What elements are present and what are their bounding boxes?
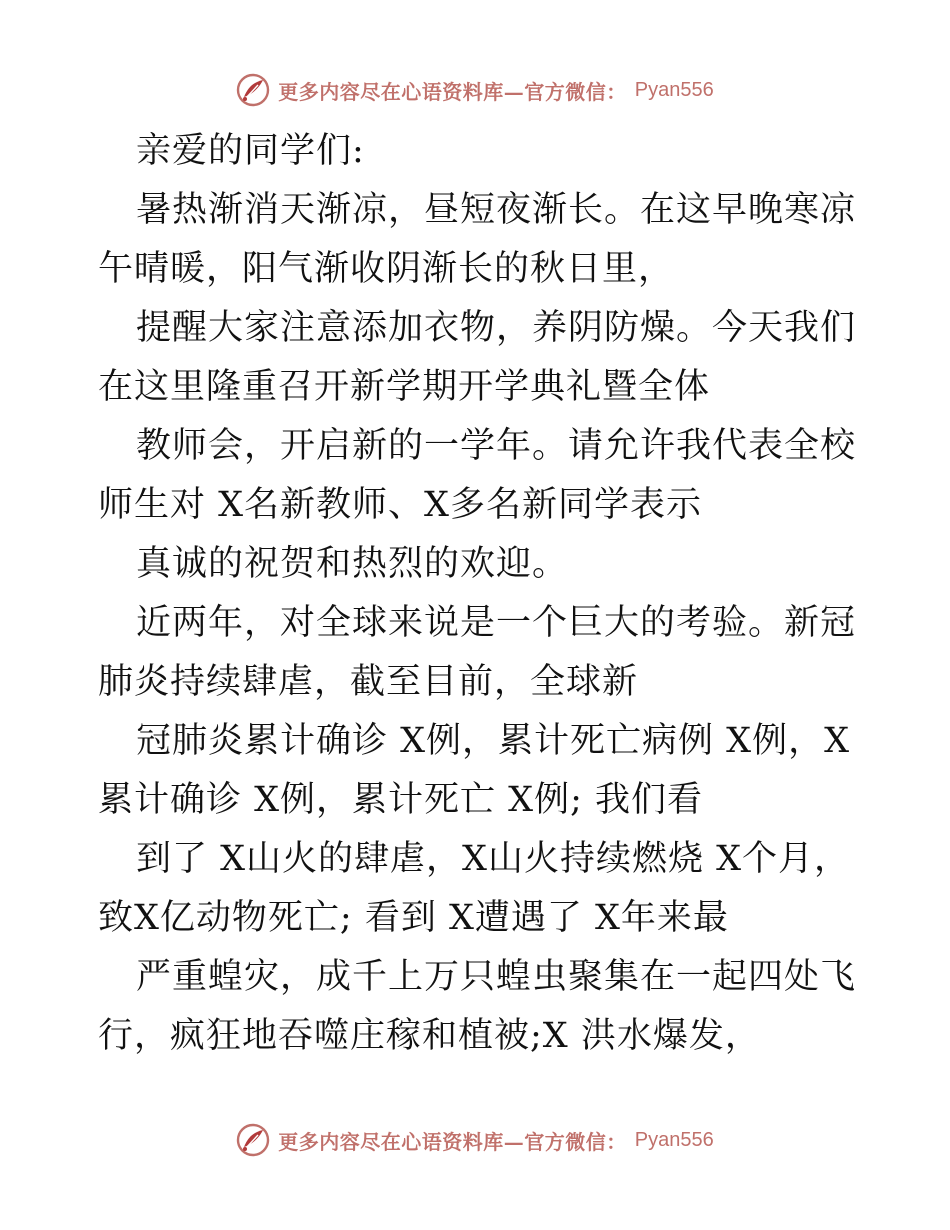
quill-pen-logo-icon — [236, 1123, 270, 1157]
footer-banner-text: 更多内容尽在心语资料库—官方微信： — [278, 1129, 627, 1154]
paragraph: 提醒大家注意添加衣物，养阴防燥。今天我们在这里隆重召开新学期开学典礼暨全体 — [98, 308, 857, 407]
paragraph: 教师会，开启新的一学年。请允许我代表全校师生对 X名新教师、X多名新同学表示 — [98, 426, 857, 525]
footer-banner-handle: Pyan556 — [634, 1128, 714, 1151]
paragraph-greeting: 亲爱的同学们: — [136, 131, 365, 171]
document-body — [98, 122, 858, 1066]
paragraph: 真诚的祝贺和热烈的欢迎。 — [136, 544, 569, 584]
paragraph: 严重蝗灾，成千上万只蝗虫聚集在一起四处飞行，疯狂地吞噬庄稼和植被;X 洪水爆发， — [98, 957, 857, 1056]
paragraph: 到了 X山火的肆虐，X山火持续燃烧 X个月，致X亿动物死亡; 看到 X遭遇了 X年来最 — [98, 839, 851, 938]
paragraph: 冠肺炎累计确诊 X例，累计死亡病例 X例，X累计确诊 X例，累计死亡 X例; 我们看 — [98, 721, 851, 820]
quill-pen-logo-icon — [236, 73, 270, 107]
header-watermark-banner — [0, 70, 950, 110]
header-banner-text: 更多内容尽在心语资料库—官方微信： — [278, 79, 627, 104]
footer-watermark-banner — [0, 1120, 950, 1160]
paragraph: 暑热渐消天渐凉，昼短夜渐长。在这早晚寒凉午晴暖，阳气渐收阴渐长的秋日里， — [98, 190, 857, 289]
header-banner-handle: Pyan556 — [634, 78, 714, 101]
paragraph: 近两年，对全球来说是一个巨大的考验。新冠肺炎持续肆虐，截至目前，全球新 — [98, 603, 857, 702]
